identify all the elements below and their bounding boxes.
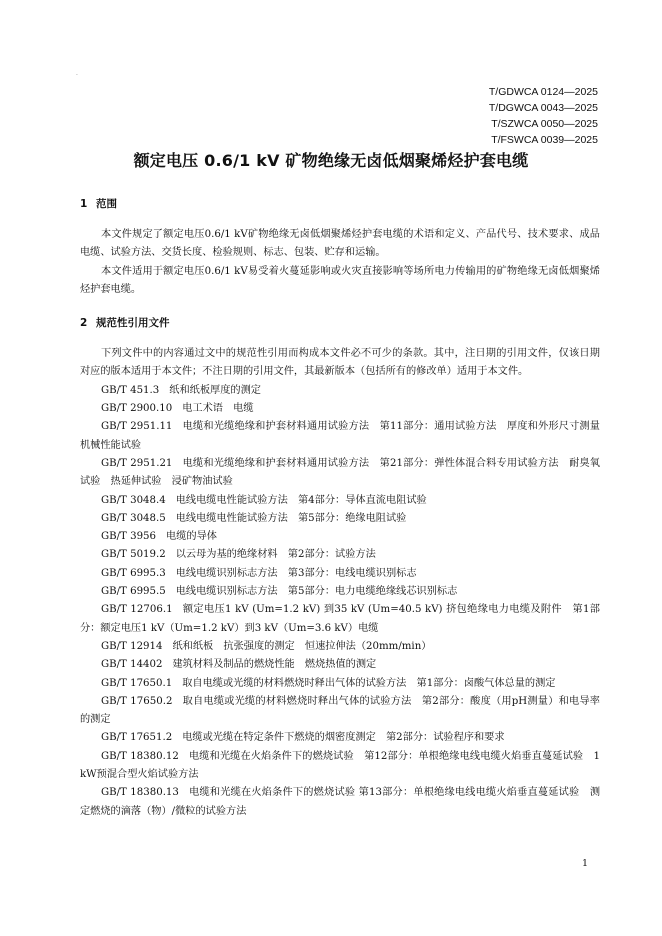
reference-title: 以云母为基的绝缘材料 第2部分：试验方法	[175, 549, 376, 561]
reference-title: 电缆和光缆绝缘和护套材料通用试验方法 第21部分：弹性体混合料专用试验方法 耐臭氧试验 热延伸试验 浸矿物油试验	[80, 457, 600, 488]
section-heading-normative-references	[80, 314, 600, 332]
reference-list	[80, 382, 611, 821]
reference-item	[80, 693, 600, 730]
reference-code: GB/T 12706.1	[101, 604, 173, 616]
reference-item	[80, 546, 600, 564]
scope-paragraph: 本文件规定了额定电压0.6/1 kV矿物绝缘无卤低烟聚烯烃护套电缆的术语和定义、产品代号、技术要求、成品电缆、试验方法、交货长度、检验规则、标志、包装、贮存和运输。	[80, 229, 600, 259]
standard-code: T/FSWCA 0039—2025	[491, 134, 598, 146]
reference-title: 取自电缆或光缆的材料燃烧时释出气体的试验方法 第1部分：卤酸气体总量的测定	[182, 677, 556, 689]
section-heading-scope	[80, 195, 600, 213]
reference-title: 电线电缆识别标志方法 第5部分：电力电缆绝缘线芯识别标志	[175, 586, 458, 598]
section-number: 2	[80, 317, 88, 330]
reference-item	[80, 601, 600, 638]
reference-code: GB/T 2951.11	[101, 421, 173, 433]
reference-item	[80, 583, 600, 601]
standard-code: T/GDWCA 0124—2025	[488, 86, 598, 98]
reference-code: GB/T 12914	[101, 640, 163, 652]
reference-item	[80, 510, 600, 528]
reference-code: GB/T 17651.2	[101, 732, 173, 744]
reference-code: GB/T 17650.2	[101, 695, 173, 707]
reference-item	[80, 418, 611, 455]
reference-item	[80, 784, 600, 821]
references-intro-paragraph: 下列文件中的内容通过文中的规范性引用而构成本文件必不可少的条款。其中，注日期的引用文件，仅该日期对应的版本适用于本文件；不注日期的引用文件，其最新版本（包括所有的修改单）适用于本文件。	[80, 348, 600, 378]
reference-item	[80, 455, 600, 492]
section-title: 范围	[96, 198, 117, 210]
reference-code: GB/T 6995.5	[101, 586, 166, 598]
reference-title: 电缆或光缆在特定条件下燃烧的烟密度测定 第2部分：试验程序和要求	[182, 732, 505, 744]
reference-item	[80, 400, 600, 418]
reference-title: 电线电缆电性能试验方法 第5部分：绝缘电阻试验	[175, 512, 407, 524]
reference-code: GB/T 17650.1	[101, 677, 173, 689]
standard-code: T/DGWCA 0043—2025	[488, 102, 598, 114]
standard-codes	[489, 84, 598, 148]
reference-code: GB/T 18380.12	[101, 750, 179, 762]
reference-code: GB/T 18380.13	[101, 787, 179, 799]
reference-code: GB/T 14402	[101, 659, 163, 671]
reference-item	[80, 675, 600, 693]
reference-title: 建筑材料及制品的燃烧性能 燃烧热值的测定	[172, 659, 377, 671]
reference-item	[80, 638, 600, 656]
reference-item	[80, 492, 600, 510]
reference-title: 电线电缆电性能试验方法 第4部分：导体直流电阻试验	[175, 494, 427, 506]
document-title: 额定电压 0.6/1 kV 矿物绝缘无卤低烟聚烯烃护套电缆	[133, 151, 529, 170]
corner-mark: ·	[76, 72, 78, 79]
reference-item	[80, 382, 600, 400]
section-number: 1	[80, 198, 88, 210]
document-body	[80, 195, 611, 821]
scope-paragraph: 本文件适用于额定电压0.6/1 kV易受着火蔓延影响或火灾直接影响等场所电力传输用的矿物绝缘无卤低烟聚烯烃护套电缆。	[80, 265, 600, 295]
reference-title: 电缆的导体	[166, 531, 217, 543]
reference-code: GB/T 2900.10	[101, 403, 173, 415]
reference-title: 电工术语 电缆	[182, 403, 254, 415]
reference-item	[80, 748, 600, 785]
reference-title: 纸和纸板 抗张强度的测定 恒速拉伸法（20mm/min）	[172, 640, 432, 652]
reference-title: 额定电压1 kV (Um=1.2 kV) 到35 kV (Um=40.5 kV) 挤包绝缘电力电缆及附件 第1部分：额定电压1 kV（Um=1.2 kV）到3 kV（Um=3.6 kV）电缆	[80, 604, 600, 634]
reference-item	[80, 528, 600, 546]
reference-item	[80, 656, 600, 674]
reference-item	[80, 729, 600, 747]
reference-code: GB/T 5019.2	[101, 549, 166, 561]
reference-code: GB/T 2951.21	[101, 457, 173, 469]
reference-title: 电缆和光缆在火焰条件下的燃烧试验 第12部分：单根绝缘电线电缆火焰垂直蔓延试验 1 kW预混合型火焰试验方法	[80, 750, 600, 781]
page-number: 1	[581, 858, 588, 869]
section-title: 规范性引用文件	[96, 317, 170, 330]
reference-title: 纸和纸板厚度的测定	[169, 384, 261, 396]
reference-title: 取自电缆或光缆的材料燃烧时释出气体的试验方法 第2部分：酸度（用pH测量）和电导率的测定	[80, 695, 600, 726]
reference-code: GB/T 3048.4	[101, 494, 166, 506]
reference-item	[80, 565, 600, 583]
reference-code: GB/T 3048.5	[101, 512, 166, 524]
reference-title: 电线电缆识别标志方法 第3部分：电线电缆识别标志	[175, 567, 417, 579]
reference-code: GB/T 451.3	[101, 384, 160, 396]
standard-code: T/SZWCA 0050—2025	[491, 118, 598, 130]
reference-code: GB/T 3956	[101, 531, 157, 543]
reference-title: 电缆和光缆在火焰条件下的燃烧试验 第13部分：单根绝缘电线电缆火焰垂直蔓延试验 测定燃烧的滴落（物）/微粒的试验方法	[80, 787, 601, 817]
reference-code: GB/T 6995.3	[101, 567, 166, 579]
reference-title: 电缆和光缆绝缘和护套材料通用试验方法 第11部分：通用试验方法 厚度和外形尺寸测量 机械性能试验	[80, 421, 611, 451]
